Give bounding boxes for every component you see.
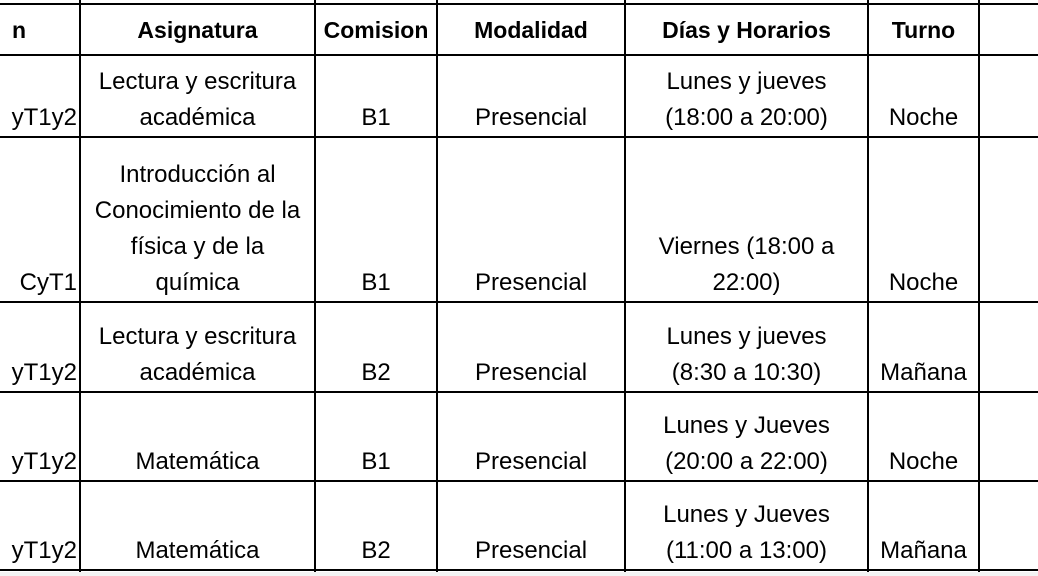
table-cell: Introducción al Conocimiento de la física y de la química (94, 161, 301, 296)
table-cell: yT1y2 (11, 359, 77, 386)
table-cell: CyT1 (19, 269, 77, 296)
header-cell: Turno (891, 17, 956, 43)
table-cell: Mañana (880, 359, 967, 386)
table-cell: Noche (888, 448, 959, 475)
table-cell: B2 (361, 537, 391, 564)
table-cell: Lectura y escritura académica (98, 68, 297, 131)
table-cell: Viernes (18:00 a 22:00) (658, 233, 835, 296)
table-cell: yT1y2 (11, 537, 77, 564)
table-cell: B1 (361, 104, 391, 131)
header-cell: Asignatura (137, 17, 258, 43)
table-cell: B1 (361, 269, 391, 296)
table-cell: Lunes y jueves (18:00 a 20:00) (665, 68, 828, 131)
table-cell: B2 (361, 359, 391, 386)
table-cell: Presencial (474, 104, 588, 131)
table-cell: Noche (888, 269, 959, 296)
column-divider (978, 0, 980, 572)
header-cell: Días y Horarios (662, 17, 831, 43)
bottom-strip (0, 572, 1038, 576)
table-cell: Presencial (474, 359, 588, 386)
table-cell: Lectura y escritura académica (98, 323, 297, 386)
table-cell: Presencial (474, 269, 588, 296)
table-cell: Presencial (474, 537, 588, 564)
table-cell: Noche (888, 104, 959, 131)
table-cell: Matemática (135, 448, 260, 475)
table-cell: Lunes y jueves (8:30 a 10:30) (666, 323, 827, 386)
table-cell: Mañana (880, 537, 967, 564)
table-cell: Lunes y Jueves (20:00 a 22:00) (663, 412, 830, 475)
table-cell: Presencial (474, 448, 588, 475)
header-cell: Modalidad (474, 17, 588, 43)
table-cell: Matemática (135, 537, 260, 564)
table-cell: yT1y2 (11, 104, 77, 131)
table-cell: Lunes y Jueves (11:00 a 13:00) (663, 501, 830, 564)
header-cell: n (11, 17, 26, 43)
row-divider (0, 569, 1038, 571)
table-cell: B1 (361, 448, 391, 475)
header-cell: Comision (323, 17, 429, 43)
table-cell: yT1y2 (11, 448, 77, 475)
